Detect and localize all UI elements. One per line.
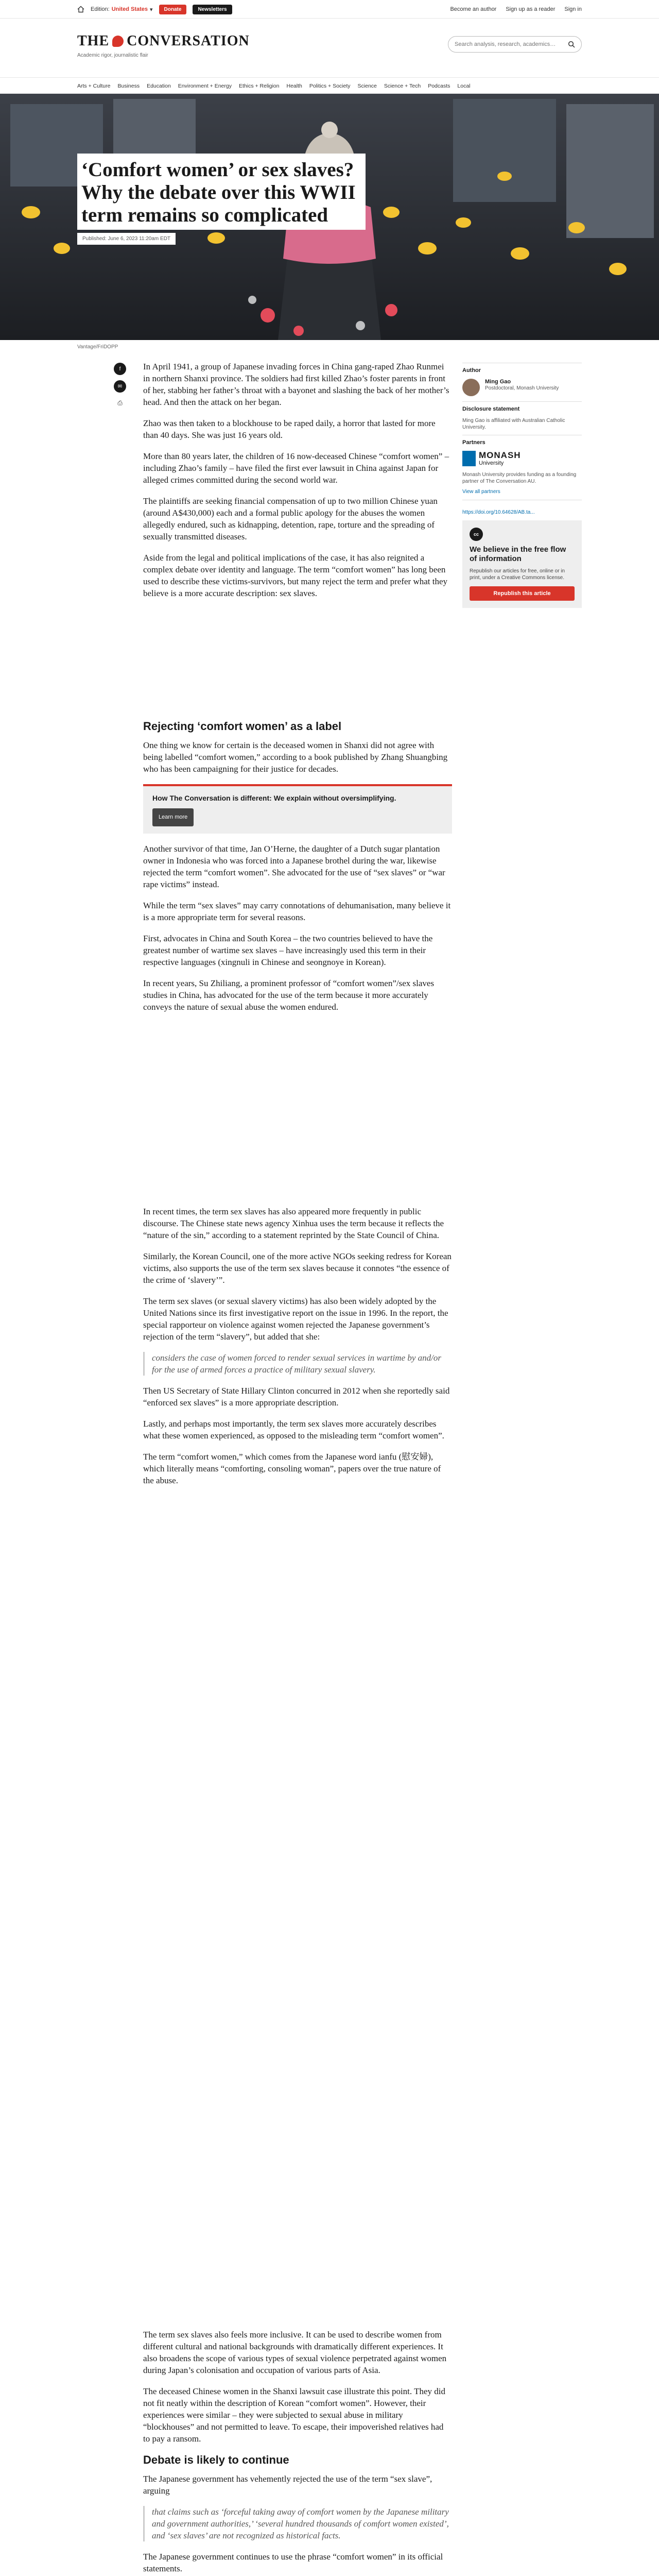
paragraph: The plaintiffs are seeking financial compensation of up to two million Chinese yuan (around A$430,000) each and a formal public apology for the abuses the women allegedly endured, such as kidnapping, detention, rape, torture and the spreading of sexually transmitted diseases.	[143, 496, 438, 541]
author-role: Postdoctoral, Monash University	[485, 385, 559, 391]
monash-shield-icon	[462, 451, 476, 466]
author-card[interactable]	[462, 379, 582, 396]
share-facebook-icon[interactable]: f	[114, 363, 126, 375]
edition-select[interactable]	[91, 6, 153, 13]
promo-box	[143, 784, 452, 834]
nav-item[interactable]: Local	[457, 83, 471, 89]
home-icon[interactable]	[77, 6, 84, 13]
creative-commons-icon: cc	[470, 528, 483, 541]
signup-reader-link[interactable]: Sign up as a reader	[506, 6, 556, 12]
nav-item[interactable]: Business	[117, 83, 140, 89]
paragraph: Then US Secretary of State Hillary Clinton concurred in 2012 when she reportedly said “enforced sex slaves” is a more appropriate description.	[143, 1386, 450, 1408]
paragraph: In April 1941, a group of Japanese invading forces in China gang-raped Zhao Runmei in northern Shanxi province. The soldiers had first killed Zhao’s foster parents in front of her, stabbing her father’s throat with a bayonet and slashing the back of her mother’s head. And then the attack on her began.	[143, 362, 449, 407]
newsletters-button[interactable]: Newsletters	[193, 5, 232, 14]
learn-more-button[interactable]: Learn more	[152, 808, 194, 826]
paragraph: The term sex slaves also feels more inclusive. It can be used to describe women from different cultural and national backgrounds with dramatically different experiences. It also broadens the scope of various types of sexual violence perpetrated against women during Japan’s colonisation and occupation of various parts of Asia.	[143, 2330, 447, 2375]
article-body-mid	[143, 1206, 452, 1496]
nav-item[interactable]: Science	[357, 83, 377, 89]
republish-box	[462, 520, 582, 608]
paragraph: Another survivor of that time, Jan O’Herne, the daughter of a Dutch sugar plantation owner in Indonesia who was forced into a Japanese brothel during the war, likewise rejected the term “comfort women”. She advocated for the use of “sex slaves” or “war rape victims” instead.	[143, 844, 445, 889]
article-body-lower	[143, 2329, 452, 2576]
print-icon[interactable]: ⎙	[117, 399, 123, 406]
nav-item[interactable]: Health	[286, 83, 302, 89]
disclosure-heading: Disclosure statement	[462, 401, 582, 412]
search-icon[interactable]	[568, 41, 575, 48]
partner-name: MONASH	[479, 450, 521, 460]
paragraph: The deceased Chinese women in the Shanxi lawsuit case illustrate this point. They did not fit neatly within the description of Korean “comfort women”. However, their experiences were similar – they were subjected to sexual abuse in military “blockhouses” and not permitted to leave. To escape, their impoverished relatives had to pay a ransom.	[143, 2386, 445, 2444]
logo-the: THE	[77, 33, 110, 49]
doi-heading	[462, 500, 582, 504]
paragraph: One thing we know for certain is the deceased women in Shanxi did not agree with being labelled “comfort women,” according to a book published by Zhang Shuangbing who has been campaigning for their justice for decades.	[143, 740, 448, 774]
paragraph: Lastly, and perhaps most importantly, the term sex slaves more accurately describes what these women experienced, as opposed to the misleading term “comfort women”.	[143, 1419, 444, 1440]
share-rail	[113, 363, 127, 408]
partner-text: Monash University provides funding as a founding partner of The Conversation AU.	[462, 472, 577, 484]
sidebar	[462, 363, 582, 608]
republish-body: Republish our articles for free, online or in print, under a Creative Commons license.	[470, 568, 565, 581]
view-partners-link[interactable]: View all partners	[462, 489, 500, 495]
signin-link[interactable]: Sign in	[564, 6, 582, 12]
disclosure-text: Ming Gao is affiliated with Australian Catholic University.	[462, 418, 565, 430]
paragraph: While the term “sex slaves” may carry connotations of dehumanisation, many believe it is a more appropriate term for several reasons.	[143, 901, 451, 922]
tagline: Academic rigor, journalistic flair	[77, 53, 148, 58]
headline-box	[77, 154, 366, 230]
section-nav	[0, 77, 659, 94]
doi-link[interactable]: https://doi.org/10.64628/AB.ta...	[462, 510, 535, 515]
section-heading: Rejecting ‘comfort women’ as a label	[143, 720, 342, 733]
site-logo[interactable]	[77, 33, 250, 49]
paragraph: Zhao was then taken to a blockhouse to be raped daily, a horror that lasted for more than 40 days. She was just 16 years old.	[143, 418, 436, 440]
promo-title: How The Conversation is different: We explain without oversimplifying.	[152, 794, 396, 802]
article-body-label	[143, 716, 452, 1022]
blockquote: considers the case of women forced to render sexual services in wartime by and/or for the use of armed forces a practice of military sexual slavery.	[143, 1352, 452, 1376]
logo-bubble-icon	[112, 36, 124, 47]
nav-item[interactable]: Science + Tech	[384, 83, 421, 89]
donate-button[interactable]: Donate	[159, 5, 187, 14]
publish-date: Published: June 6, 2023 11:20am EDT	[77, 233, 176, 245]
paragraph: The Japanese government has vehemently rejected the use of the term “sex slave”, arguing	[143, 2474, 432, 2496]
author-name[interactable]: Ming Gao	[485, 379, 511, 385]
blockquote: that claims such as ‘forceful taking away of comfort women by the Japanese military and government authorities,’ ‘several hundred thousands of comfort women existed’, and ‘sex slaves’ are not recognized as historical facts.	[143, 2506, 452, 2541]
masthead	[77, 26, 582, 70]
edition-label: Edition:	[91, 6, 110, 12]
article-headline: ‘Comfort women’ or sex slaves? Why the debate over this WWII term remains so complicated	[81, 159, 356, 226]
avatar	[462, 379, 480, 396]
monash-logo[interactable]	[462, 451, 582, 466]
edition-value: United States	[111, 6, 148, 12]
top-bar	[0, 0, 659, 19]
become-author-link[interactable]: Become an author	[450, 6, 497, 12]
paragraph: The Japanese government continues to use the phrase “comfort women” in its official statements.	[143, 2552, 443, 2573]
paragraph: In recent years, Su Zhiliang, a prominent professor of “comfort women”/sex slaves studies in China, has advocated for the use of the term because it more accurately conveys the nature of sexual abuse the women endured.	[143, 978, 435, 1012]
nav-item[interactable]: Education	[147, 83, 171, 89]
paragraph: Similarly, the Korean Council, one of the more active NGOs seeking redress for Korean victims, also supports the use of the term sex slaves because it connotes “the essence of the crime of ‘slavery’”.	[143, 1251, 452, 1285]
republish-button[interactable]: Republish this article	[470, 586, 575, 601]
paragraph: The term “comfort women,” which comes from the Japanese word ianfu (慰安婦), which literally means “comforting, consoling woman”, papers over the true nature of the abuse.	[143, 1452, 441, 1485]
logo-conversation: CONVERSATION	[127, 33, 250, 49]
authors-heading: Author	[462, 363, 582, 374]
partner-sub: University	[479, 460, 504, 466]
search-box	[448, 36, 582, 53]
nav-item[interactable]: Ethics + Religion	[238, 83, 280, 89]
paragraph: In recent times, the term sex slaves has also appeared more frequently in public discourse. The Chinese state news agency Xinhua uses the term because it reflects the “nature of the sin,” according to a statement reprinted by the State Council of China.	[143, 1207, 444, 1240]
article-body-intro	[143, 361, 452, 608]
partners-heading: Partners	[462, 435, 582, 446]
section-heading: Debate is likely to continue	[143, 2453, 289, 2466]
nav-item[interactable]: Environment + Energy	[178, 83, 232, 89]
paragraph: More than 80 years later, the children of 16 now-deceased Chinese “comfort women” – including Zhao’s family – have filed the first ever lawsuit in China against Japan for alleged crimes committed during the second world war.	[143, 451, 449, 485]
paragraph: First, advocates in China and South Korea – the two countries believed to have the greatest number of wartime sex slaves – have increasingly used this term in their respective languages (xingnuli in Chinese and seongnoye in Korean).	[143, 934, 433, 967]
share-email-icon[interactable]: ✉	[114, 380, 126, 393]
nav-item[interactable]: Arts + Culture	[77, 83, 111, 89]
chevron-down-icon: ▾	[150, 6, 153, 13]
nav-item[interactable]: Podcasts	[428, 83, 450, 89]
paragraph: The term sex slaves (or sexual slavery victims) has also been widely adopted by the United Nations since its first investigative report on the issue in 1996. In the report, the special rapporteur on violence against women rejected the Japanese government’s rejection of the term “slavery”, but added that she:	[143, 1296, 448, 1342]
paragraph: Aside from the legal and political implications of the case, it has also reignited a complex debate over identity and language. The term “comfort women” has long been used to describe these victims-survivors, but many reject the term and prefer what they believe is a more accurate description: sex slaves.	[143, 553, 448, 598]
photo-credit: Vantage/FriDOPP	[77, 344, 118, 350]
search-input[interactable]	[455, 41, 568, 47]
nav-item[interactable]: Politics + Society	[309, 83, 351, 89]
republish-title: We believe in the free flow of information	[470, 545, 566, 563]
